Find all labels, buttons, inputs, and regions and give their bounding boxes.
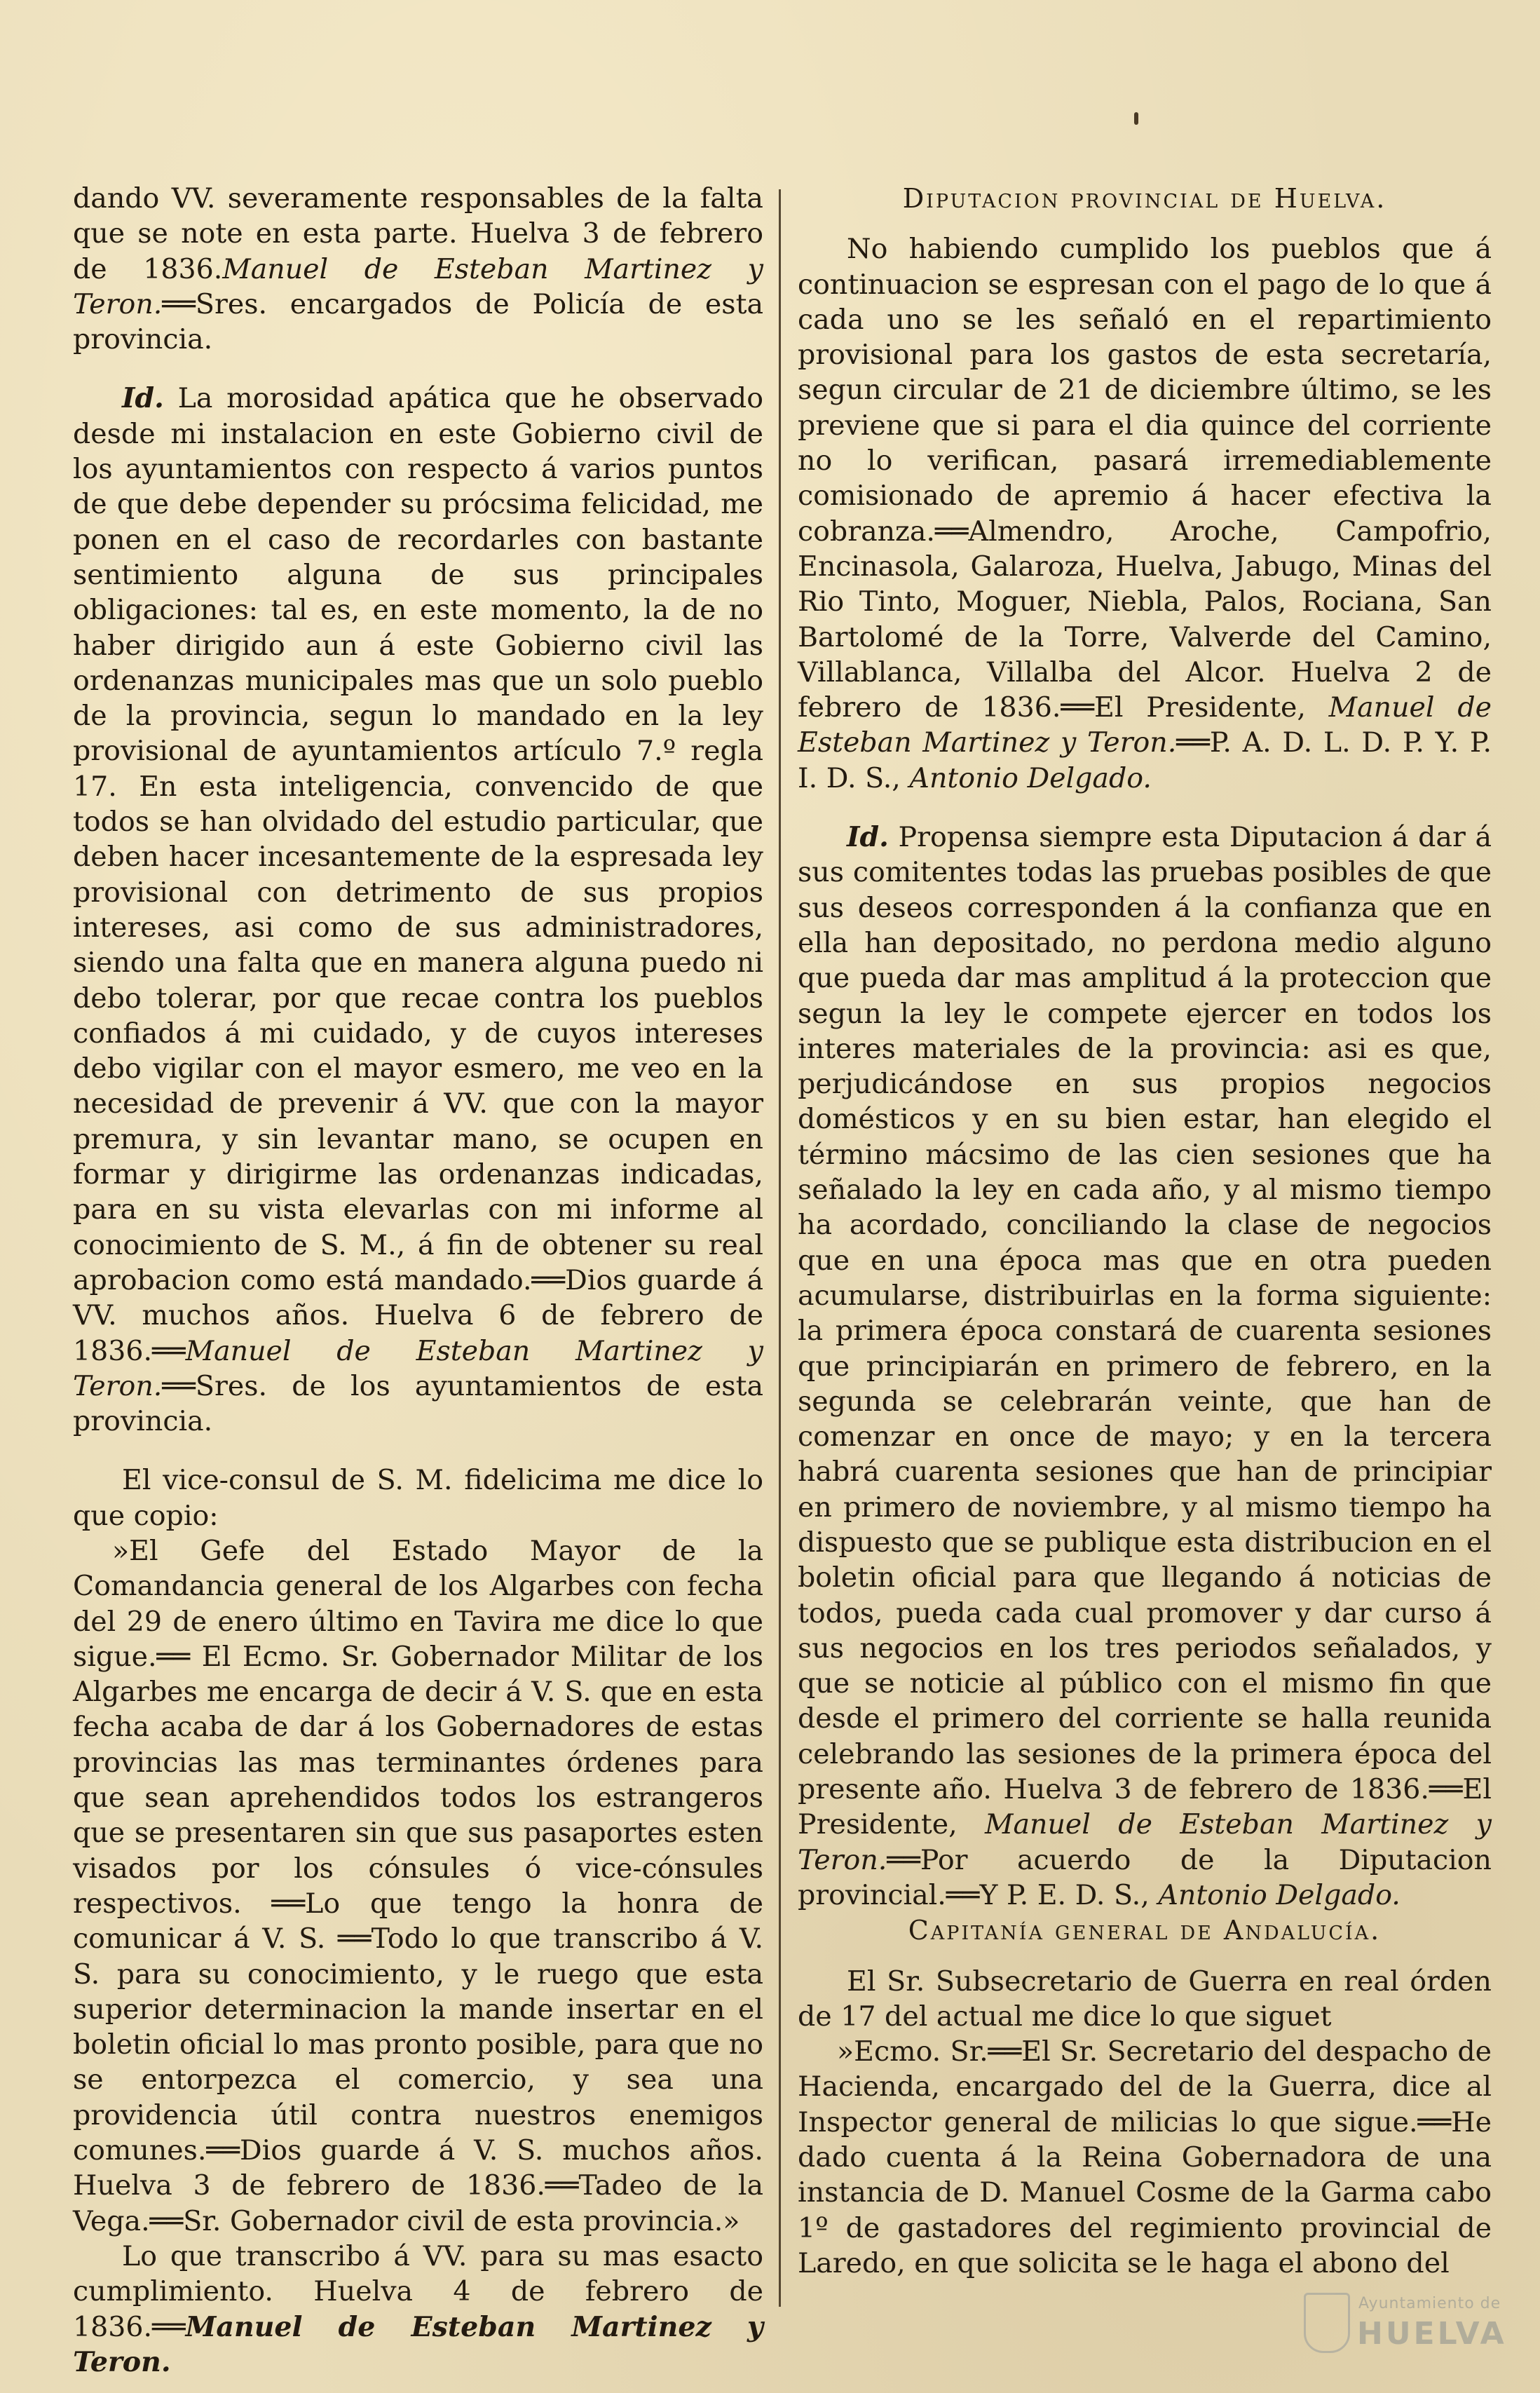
signature: Antonio Delgado. bbox=[1158, 1878, 1401, 1911]
article-continuation: dando VV. severamente responsables de la falta que se note en esta parte. Huelva 3 de febrero de 1836.Manuel de Esteban Martinez y Teron.══Sres. encargados de Policía de esta provincia. bbox=[73, 182, 763, 356]
print-mark bbox=[1134, 112, 1138, 125]
signature: Manuel de Esteban Martinez y Teron. bbox=[73, 252, 763, 320]
article-vice-consul-quote: »El Gefe del Estado Mayor de la Comandancia general de los Algarbes con fecha del 29 de enero último en Tavira me dice lo que sigue.══ El Ecmo. Sr. Gobernador Militar de los Algarbes me encarga de decir á V. S. que en esta fecha acaba de dar á los Gobernadores de estas provincias las mas terminantes órdenes para que sean aprehendidos todos los estrangeros que se presentaren sin que sus pasaportes esten visados por los cónsules ó vice-cónsules respectivos. ══Lo que tengo la honra de comunicar á V. S. ══Todo lo que transcribo á V. S. para su conocimiento, y le ruego que esta superior determinacion la mande insertar en el boletin oficial lo mas pronto posible, para que no se entorpezca el comercio, y sea una providencia útil contra nuestros enemigos comunes.══Dios guarde á V. S. muchos años. Huelva 3 de febrero de 1836.══Tadeo de la Vega.══Sr. Gobernador civil de esta provincia.» bbox=[73, 1534, 763, 2237]
section-heading-diputacion: Diputacion provincial de Huelva. bbox=[902, 183, 1387, 214]
coat-of-arms-icon bbox=[1304, 2293, 1350, 2353]
article-vice-consul-closing: Lo que transcribo á VV. para su mas esacto cumplimiento. Huelva 4 de febrero de 1836.══Manuel de Esteban Martinez y Teron. bbox=[73, 2239, 763, 2378]
column-divider bbox=[779, 189, 781, 2307]
article-ordenanzas: Id. La morosidad apática que he observado desde mi instalacion en este Gobierno civil de los ayuntamientos con respecto á varios puntos de que debe depender su prócsima felicidad, me ponen en el caso de recordarles con bastante sentimiento alguna de sus principales obligaciones: tal es, en este momento, la de no haber dirigido aun á este Gobierno civil las ordenanzas municipales mas que un solo pueblo de la provincia, segun lo mandado en la ley provisional de ayuntamientos artículo 7.º regla 17. En esta inteligencia, convencido de que todos se han olvidado del estudio particular, que deben hacer incesantemente de la espresada ley provisional con detrimento de sus propios intereses, asi como de sus administradores, siendo una falta que en manera alguna puedo ni debo tolerar, por que recae contra los pueblos confiados á mi cuidado, y de cuyos intereses debo vigilar con el mayor esmero, me veo en la necesidad de prevenir á VV. que con la mayor premura, y sin levantar mano, se ocupen en formar y dirigirme las ordenanzas indicadas, para en su vista elevarlas con mi informe al conocimiento de S. M., á fin de obtener su real aprobacion como está mandado.══Dios guarde á VV. muchos años. Huelva 6 de febrero de 1836.══Manuel de Esteban Martinez y Teron.══Sres. de los ayuntamientos de esta provincia. bbox=[73, 382, 763, 1438]
paragraph-label: Id. bbox=[122, 382, 164, 415]
section-heading-capitania: Capitanía general de Andalucía. bbox=[908, 1915, 1382, 1946]
article-capitania-intro: El Sr. Subsecretario de Guerra en real órden de 17 del actual me dice lo que siguet bbox=[798, 1965, 1492, 2033]
article-capitania-quote: »Ecmo. Sr.══El Sr. Secretario del despacho de Hacienda, encargado del de la Guerra, dice al Inspector general de milicias lo que sigue.══He dado cuenta á la Reina Gobernadora de una instancia de D. Manuel Cosme de la Garma cabo 1º de gastadores del regimiento provincial de Laredo, en que solicita se le haga el abono del bbox=[798, 2035, 1492, 2279]
signature: Antonio Delgado. bbox=[909, 761, 1152, 794]
signature: Manuel de Esteban Martinez y Teron. bbox=[73, 1334, 763, 1402]
article-diputacion-cobranza: No habiendo cumplido los pueblos que á continuacion se espresan con el pago de lo que á cada uno se les señaló en el repartimiento provisional para los gastos de esta secretaría, segun circular de 21 de diciembre último, se les previene que si para el dia quince del corriente no lo verifican, pasará irremediablemente comisionado de apremio á hacer efectiva la cobranza.══Almendro, Aroche, Campofrio, Encinasola, Galaroza, Huelva, Jabugo, Minas del Rio Tinto, Moguer, Niebla, Palos, Rociana, San Bartolomé de la Torre, Valverde del Camino, Villablanca, Villalba del Alcor. Huelva 2 de febrero de 1836.══El Presidente, Manuel de Esteban Martinez y Teron.══P. A. D. L. D. P. Y. P. I. D. S., Antonio Delgado. bbox=[798, 233, 1492, 794]
signature: Manuel de Esteban Martinez y Teron. bbox=[798, 691, 1492, 759]
archive-watermark bbox=[1304, 2289, 1514, 2366]
paragraph-label: Id. bbox=[847, 821, 889, 854]
signature: Manuel de Esteban Martinez y Teron. bbox=[798, 1808, 1492, 1876]
article-diputacion-sesiones: Id. Propensa siempre esta Diputacion á dar á sus comitentes todas las pruebas posibles de que sus deseos corresponden á la confianza que en ella han depositado, no perdona medio alguno que pueda dar mas amplitud á la proteccion que segun la ley le compete ejercer en todos los interes materiales de la provincia: asi es que, perjudicándose en sus propios negocios domésticos y en su bien estar, han elegido el término mácsimo de las cien sesiones que ha señalado la ley en cada año, y al mismo tiempo ha acordado, conciliando la clase de negocios que en una época mas que en otra pueden acumularse, distribuirlas en la forma siguiente: la primera época constará de cuarenta sesiones que principiarán en primero de febrero, en la segunda se celebrarán veinte, que han de comenzar en once de mayo; y en la tercera habrá cuarenta sesiones que han de principiar en primero de noviembre, y al mismo tiempo ha dispuesto que se publique esta distribucion en el boletin oficial para que llegando á noticias de todos, pueda cada cual promover y dar curso á sus negocios en los tres periodos señalados, y que se noticie al público con el mismo fin que desde el primero del corriente se halla reunida celebrando las sesiones de la primera época del presente año. Huelva 3 de febrero de 1836.══El Presidente, Manuel de Esteban Martinez y Teron.══Por acuerdo de la Diputacion provincial.══Y P. E. D. S., Antonio Delgado. bbox=[798, 821, 1492, 1911]
watermark-line2: HUELVA bbox=[1357, 2316, 1507, 2352]
article-vice-consul-intro: El vice-consul de S. M. fidelicima me dice lo que copio: bbox=[73, 1464, 763, 1532]
left-column bbox=[73, 181, 763, 2378]
signature: Manuel de Esteban Martinez y Teron. bbox=[73, 2310, 763, 2378]
watermark-line1: Ayuntamiento de bbox=[1358, 2295, 1501, 2312]
right-column bbox=[798, 181, 1492, 2305]
